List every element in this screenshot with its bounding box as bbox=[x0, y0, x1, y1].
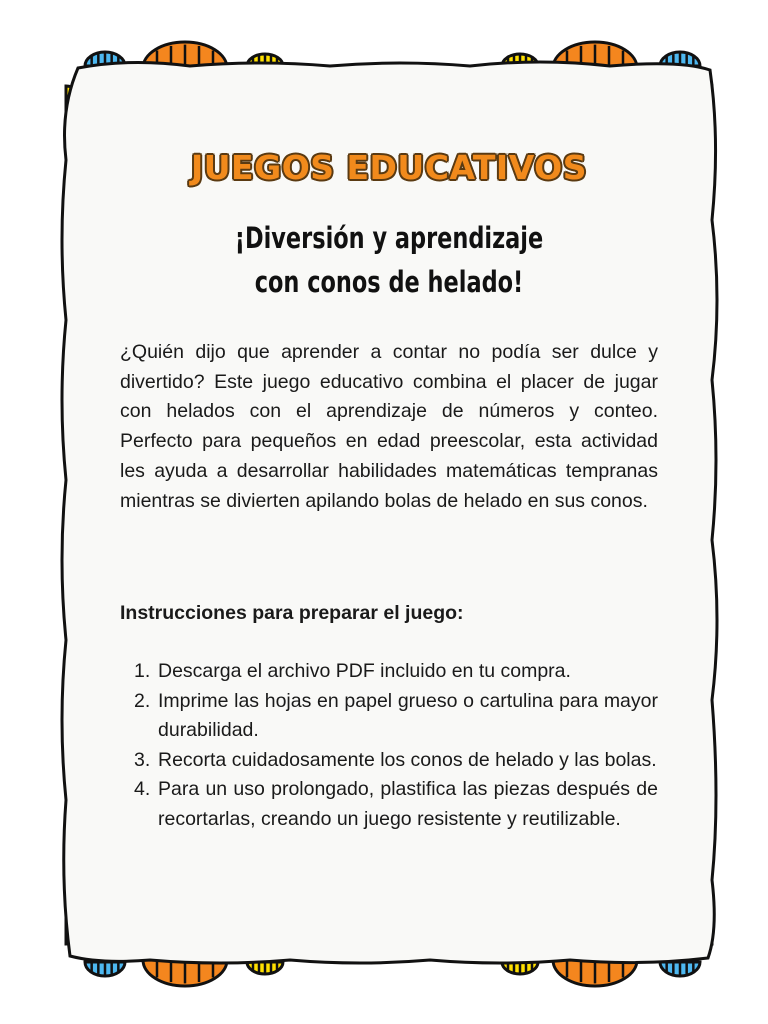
instructions-title: Instrucciones para preparar el juego: bbox=[120, 602, 464, 624]
step-number: 4. bbox=[134, 778, 151, 801]
step-text: Para un uso prolongado, plastifica las piezas después de recortarlas, creando un juego resistente y reutilizable. bbox=[158, 778, 658, 830]
instruction-step bbox=[120, 746, 658, 776]
page-title: JUEGOS EDUCATIVOS bbox=[190, 148, 587, 187]
instruction-step bbox=[120, 775, 658, 834]
step-number: 2. bbox=[134, 689, 151, 712]
step-number: 1. bbox=[134, 660, 151, 682]
step-number: 3. bbox=[134, 748, 151, 771]
page-subtitle bbox=[158, 216, 621, 304]
step-text: Recorta cuidadosamente los conos de helado y las bolas. bbox=[158, 748, 657, 771]
instruction-step bbox=[120, 657, 658, 687]
step-text: Imprime las hojas en papel grueso o cartulina para mayor durabilidad. bbox=[158, 689, 658, 742]
intro-paragraph: ¿Quién dijo que aprender a contar no podía ser dulce y divertido? Este juego educativo combina el placer de jugar con helados con el aprendizaje de números y conteo. Perfecto para pequeños en edad preescolar, esta actividad les ayuda a desarrollar habilidades matemáticas tempranas mientras se divierten apilando bolas de helado en sus conos. bbox=[120, 341, 658, 512]
step-text: Descarga el archivo PDF incluido en tu compra. bbox=[158, 660, 571, 682]
instructions-list bbox=[120, 657, 658, 835]
subtitle-line-1: ¡Diversión y aprendizaje bbox=[234, 221, 544, 255]
subtitle-line-2: con conos de helado! bbox=[254, 265, 524, 299]
instruction-step bbox=[120, 687, 658, 746]
